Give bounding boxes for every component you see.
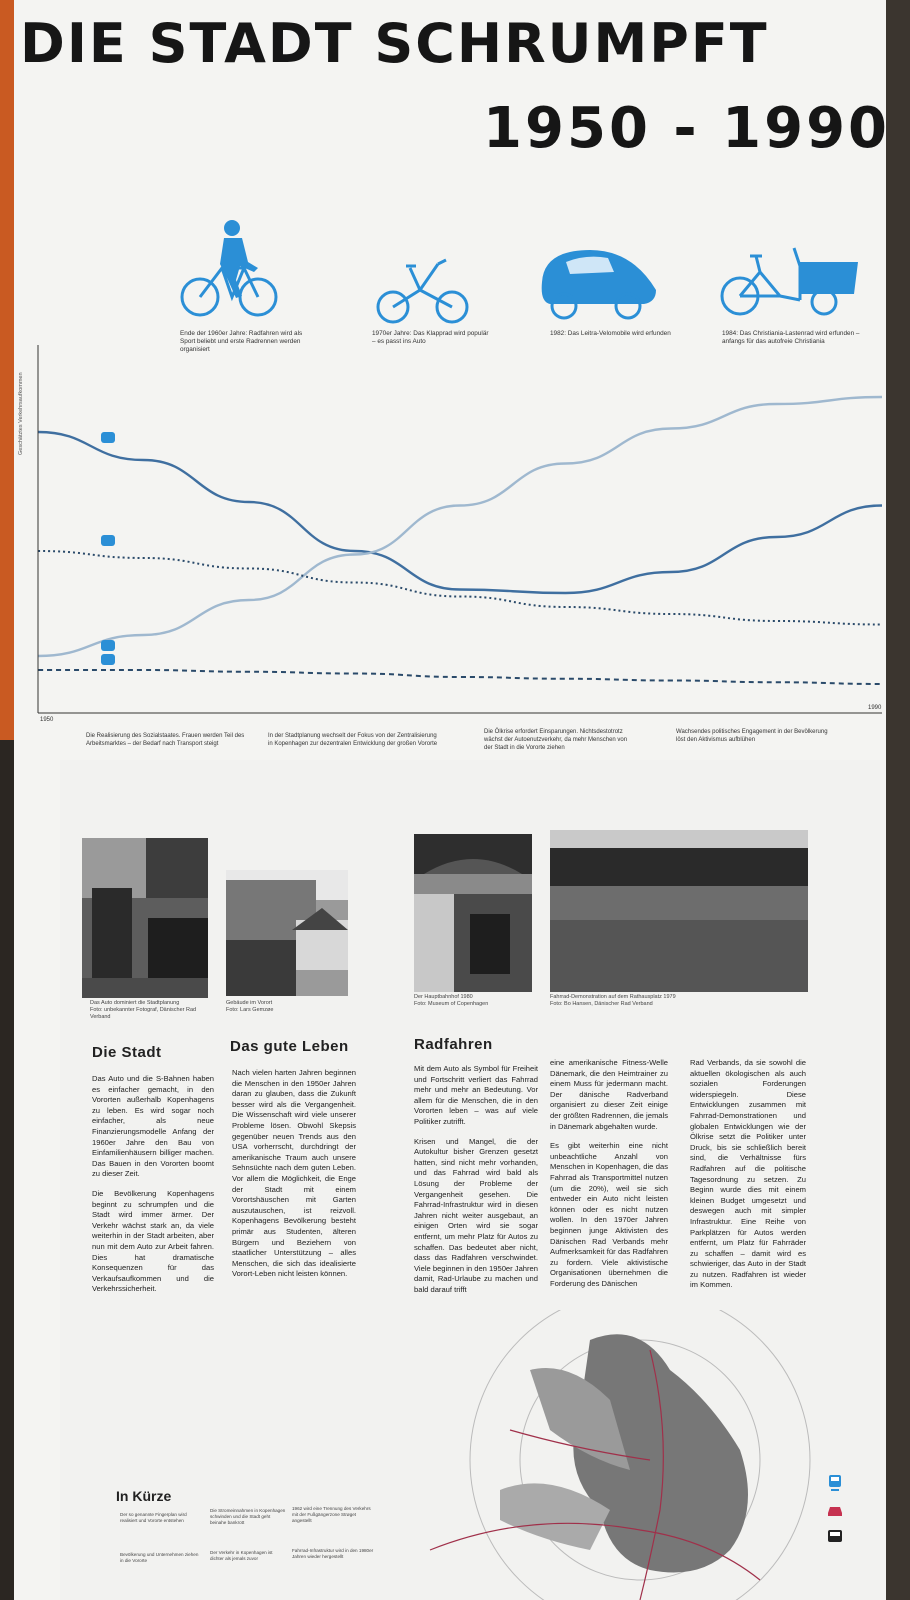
velomobile-icon [536, 244, 660, 320]
folding-bike-icon [376, 250, 470, 326]
section-heading-stadt: Die Stadt [92, 1044, 162, 1061]
photo-caption-2: Gebäude im Vorort Foto: Lars Gemzøe [226, 1000, 274, 1013]
milestone-text-1: Ende der 1960er Jahre: Radfahren wird als Sport beliebt und erste Radrennen werden organisiert [180, 330, 303, 353]
summary-item: 1962 wird eine Trennung des Verkehrs mit der Fußgängerzone Strøget angestellt [292, 1506, 371, 1523]
photo-caption-4: Fahrrad-Demonstration auf dem Rathausplatz 1979 Foto: Bo Hansen, Dänischer Rad Verband [550, 994, 676, 1007]
section-body-radfahren-col2 [550, 1058, 668, 1298]
phase-text-3: Die Ölkrise erfordert Einsparungen. Nichtsdestotrotz wächst der Autoenutzverkehr, da mehr Menschen von der Stadt in die Vororte ziehen [484, 729, 628, 751]
summary-heading: In Kürze [116, 1488, 172, 1504]
photo-bike-demonstration [550, 830, 808, 992]
photo-street-cars [82, 838, 208, 998]
series-line-pedestrian [38, 670, 882, 684]
series-line-car [38, 397, 882, 656]
x-tick-label: 1990 [868, 705, 882, 711]
x-tick-label: 1950 [40, 717, 54, 723]
train-icon [101, 535, 115, 546]
summary-item: Fahrrad-Infrastruktur wird in den 1980er Jahren wieder hergestellt [292, 1548, 374, 1559]
summary-item: Bevölkerung und Unternehmen ziehen in die Vororte [120, 1552, 199, 1563]
paragraph: Mit dem Auto als Symbol für Freiheit und Fortschritt verliert das Fahrrad mehr und mehr an Bedeutung. Vor allem für die Menschen, die in den Vororten leben – was auf viele Politiker zutrifft. [414, 1064, 538, 1126]
pedestrian-icon [101, 654, 115, 665]
section-body-leben [232, 1068, 356, 1289]
milestone-text-3: 1982: Das Leitra-Velomobile wird erfunden [550, 330, 671, 337]
series-line-bicycle [38, 432, 882, 593]
paragraph: eine amerikanische Fitness-Welle Dänemark, die den Heimtrainer zu einem Muss für jedermann macht. Der dänische Radverband organisiert zu dieser Zeit einige der größten Radrennen, die jemals in Dänemark abgehalten wurde. [550, 1058, 668, 1131]
milestone-text-4: 1984: Das Christiania-Lastenrad wird erfunden – anfangs für das autofreie Christiania [722, 330, 860, 345]
section-heading-radfahren: Radfahren [414, 1036, 493, 1053]
traffic-volume-chart [22, 345, 892, 765]
section-body-stadt [92, 1074, 214, 1304]
summary-item: Der Verkehr in Kopenhagen ist dichter als jemals zuvor [210, 1550, 273, 1561]
series-line-train [38, 551, 882, 625]
paragraph: Krisen und Mangel, die der Autokultur bisher Grenzen gesetzt hatten, sind nicht mehr vorhanden, und das Fahrrad wird bald als Lösung der Probleme der Vergangenheit gesehen. Die Fahrrad-Infrastruktur wird in diesen Jahren nicht weiter ausgebaut, an einigen Orten wird sie sogar entfernt, um mehr Platz für Autos zu schaffen. Das bedeutet aber nicht, dass das Radfahren verschwindet. Viele beginnen in den 1950er Jahren damit, Rad-Urlaube zu machen und bald darauf trifft [414, 1136, 538, 1294]
summary-item: Der so genannte Fingerplan wird realisiert und Vororte entstehen [120, 1512, 187, 1523]
section-heading-leben: Das gute Leben [230, 1038, 349, 1055]
car-icon [101, 640, 115, 651]
racing-cyclist-icon [180, 218, 280, 320]
car-icon [826, 1502, 844, 1520]
phase-text-2: In der Stadtplanung wechselt der Fokus von der Zentralisierung in Kopenhagen zur dezentralen Entwicklung der großen Vororte [268, 733, 438, 747]
chart-y-axis-label: Geschätztes Verkehrsaufkommen [18, 372, 24, 455]
copenhagen-map [410, 1310, 850, 1600]
paragraph: Die Bevölkerung Kopenhagens beginnt zu schrumpfen und die Stadt wird immer ärmer. Der Verkehr wächst stark an, da viele weiterhin in der Stadt arbeiten, aber nun mit dem Auto zur Arbeit fahren. Dies hat dramatische Konsequenzen für das Verkaufsaufkommen und die Verkehrssicherheit. [92, 1188, 214, 1294]
photo-suburb-buildings [226, 870, 348, 996]
bus-icon [826, 1528, 844, 1546]
year-range: 1950 - 1990 [483, 96, 890, 161]
phase-text-1: Die Realisierung des Sozialstaates. Frauen werden Teil des Arbeitsmarktes – der Bedarf nach Transport steigt [86, 733, 245, 747]
bicycle-icon [101, 432, 115, 443]
page-title: DIE STADT SCHRUMPFT [20, 12, 769, 75]
photo-central-station [414, 834, 532, 992]
paragraph: Rad Verbands, da sie sowohl die aktuellen ökologischen als auch sozialen Forderungen widerspiegeln. Diese Entwicklungen zusammen mit Fahrrad-Demonstrationen und globalen Entwicklungen wie der Ölkrise setzt die Politiker unter Druck, bis sie schließlich bereit sind, die Verhältnisse fürs Radfahren auf die politische Tagesordnung zu setzen. Zu Beginn wurde dies mit einem kleinen Budget umgesetzt und deswegen auch mit simpler Infrastruktur. Eine Reihe von Parkplätzen für Autos werden entfernt, um Platz für Fahrräder zu schaffen – damit wird es schwieriger, das Auto in der Stadt zu nutzen. Radfahren ist wieder im Kommen. [690, 1058, 806, 1290]
paragraph: Das Auto und die S-Bahnen haben es einfacher gemacht, in den Vororten außerhalb Kopenhagens zu leben. Es wird sogar noch einfacher, als neue Finanzierungsmodelle Anfang der 1960er Jahre den Bau von Einfamilienhäusern billiger machen. Das Bauen in den Vororten boomt zu dieser Zeit. [92, 1074, 214, 1179]
section-body-radfahren-col3 [690, 1058, 806, 1300]
milestone-text-2: 1970er Jahre: Das Klapprad wird populär – es passt ins Auto [372, 330, 489, 345]
cargo-bike-icon [720, 242, 860, 318]
phase-text-4: Wachsendes politisches Engagement in der Bevölkerung löst den Aktivismus aufblühen [676, 729, 828, 743]
section-body-radfahren-col1 [414, 1064, 538, 1304]
photo-caption-1: Das Auto dominiert die Stadtplanung Foto: unbekannter Fotograf, Dänischer Rad Verband [90, 1000, 197, 1020]
summary-item: Die Stromeinnahmen in Kopenhagen schwinden und die Stadt geht beinahe bankrott [210, 1508, 286, 1525]
paragraph: Nach vielen harten Jahren beginnen die Menschen in den 1950er Jahren daran zu glauben, dass die Zukunft besser wird als die Vergangenheit. Die Wissenschaft wird viele unserer Probleme lösen. Obwohl Skepsis gegenüber neuen Trends aus den USA vorherrscht, durchdringt der amerikanische Traum auch unsere Sehnsüchte nach dem guten Leben. Vor allem die Möglichkeit, die Enge der Stadt mit einem Vorortshäuschen mit Garten auszutauschen, ist reizvoll. Kopenhagens Bevölkerung besteht primär aus Studenten, älteren Bürgern und Beziehern von staatlicher Unterstützung – alles Menschen, die sich das idealisierte Vorort-Leben nicht leisten können. [232, 1068, 356, 1279]
background-wall-right [882, 0, 910, 1600]
train-icon [826, 1474, 844, 1492]
paragraph: Es gibt weiterhin eine nicht unbeachtliche Anzahl von Menschen in Kopenhagen, die das Fahrrad als Transportmittel nutzen (um die 20%), weil sie sich entweder ein Auto nicht leisten können oder es nicht nutzen wollen. In den 1970er Jahren beginnen junge Aktivisten des Dänischen Rad Verbands mehr Aufmerksamkeit für das Radfahren zu fordern. Viele aktivistische Organisationen übernehmen die Forderung des Dänischen [550, 1141, 668, 1288]
photo-caption-3: Der Hauptbahnhof 1980 Foto: Museum of Copenhagen [414, 994, 489, 1007]
